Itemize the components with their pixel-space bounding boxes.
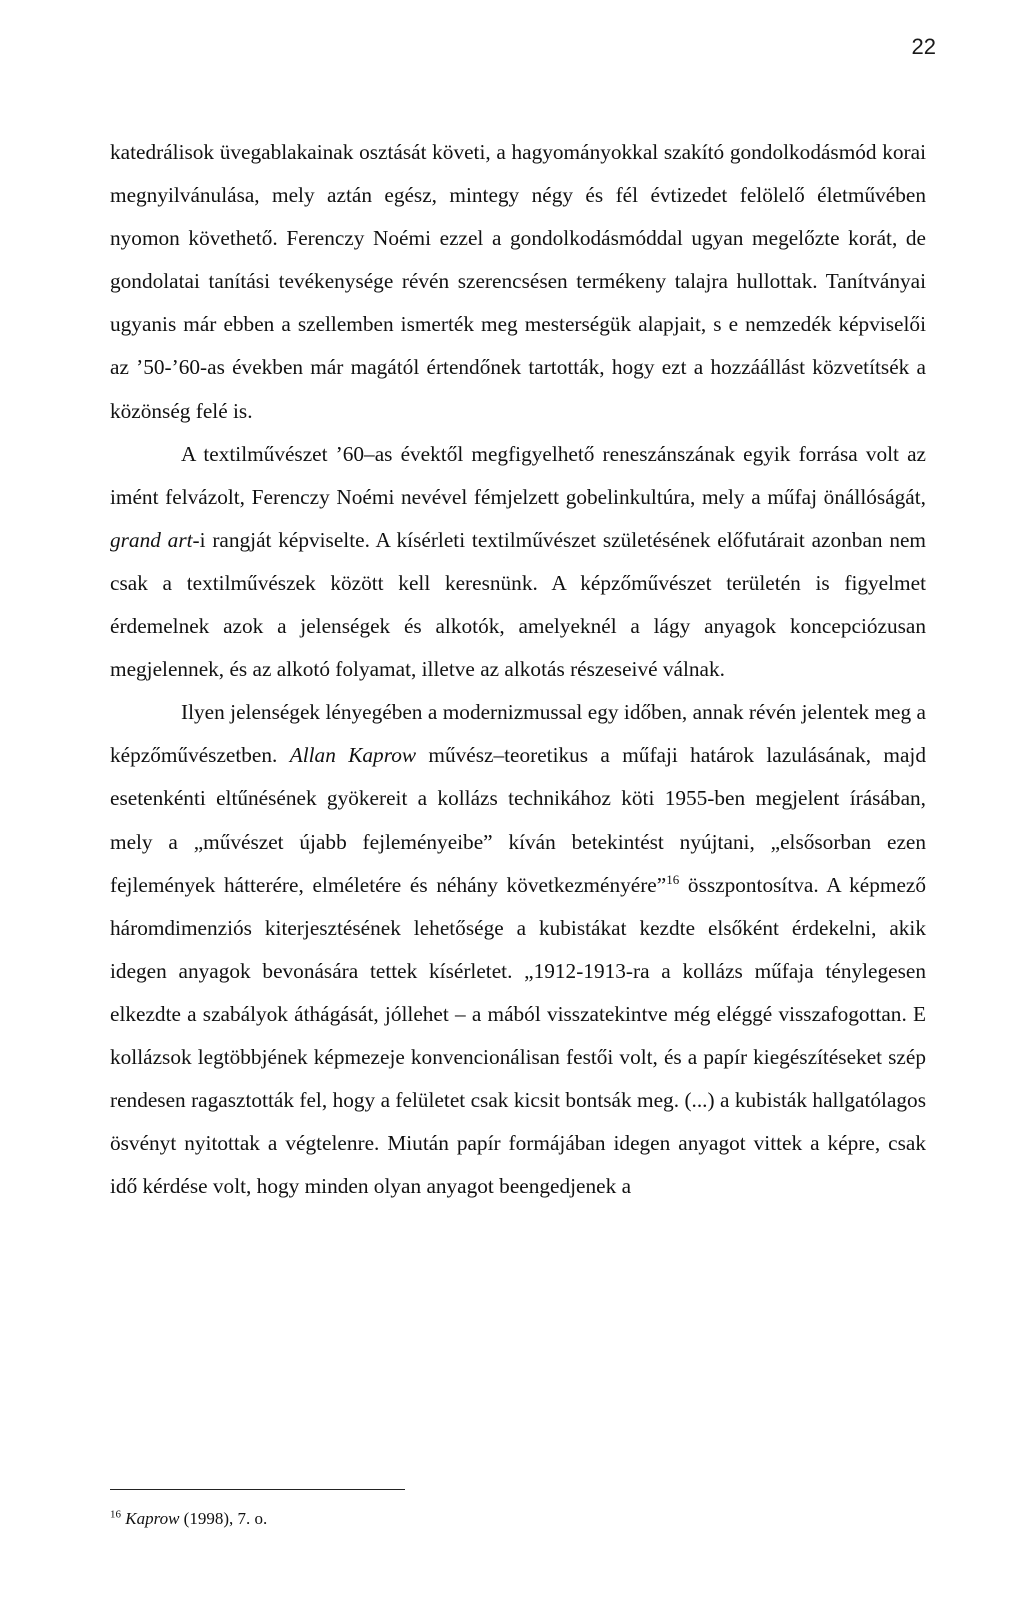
footnote-text: (1998), 7. o.: [179, 1509, 268, 1528]
paragraph-3-italic-name: Allan Kaprow: [289, 743, 417, 768]
paragraph-2: [110, 433, 926, 692]
paragraph-3-text-a: Ilyen jelenségek lényegében a modernizmussal egy időben, annak révén jelentek meg a képzőművészetben.: [110, 700, 926, 768]
footnote-number: 16: [110, 1508, 121, 1521]
body-text: [110, 131, 926, 1208]
paragraph-3-text-b: művész–teoretikus a műfaji határok lazulásának, majd esetenkénti eltűnésének gyökereit a kollázs technikához köti 1955-ben megjelent írásában, mely a „művészet újabb fejleményeibe” kíván betekintést nyújtani, „elsősorban ezen fejlemények hátterére, elméletére és néhány következményére”: [110, 743, 926, 897]
page-number: 22: [911, 34, 936, 59]
paragraph-2-text-a: A textilművészet ’60–as évektől megfigyelhető reneszánszának egyik forrása volt az imént felvázolt, Ferenczy Noémi nevével fémjelzett gobelinkultúra, mely a műfaj önállóságát,: [110, 441, 926, 509]
paragraph-2-italic-term: grand art: [110, 527, 193, 552]
footnote-divider: [110, 1489, 405, 1490]
paragraph-1: katedrálisok üvegablakainak osztását követi, a hagyományokkal szakító gondolkodásmód korai megnyilvánulása, mely aztán egész, mintegy négy és fél évtizedet felölelő életművében nyomon követhető. Ferenczy Noémi ezzel a gondolkodásmóddal ugyan megelőzte korát, de gondolatai tanítási tevékenysége révén szerencsésen termékeny talajra hullottak. Tanítványai ugyanis már ebben a szellemben ismerték meg mesterségük alapjait, s e nemzedék képviselői az ’50-’60-as években már magától értendőnek tartották, hogy ezt a hozzáállást közvetítsék a közönség felé is.: [110, 140, 926, 423]
footnote-author: Kaprow: [125, 1509, 180, 1528]
footnote: [110, 1508, 267, 1530]
paragraph-3-text-c: összpontosítva. A képmező háromdimenziós kiterjesztésének lehetősége a kubistákat kezdte elsőként érdekelni, akik idegen anyagok bevonására tettek kísérletet. „1912-1913-ra a kollázs műfaja ténylegesen elkezdte a szabályok áthágását, jóllehet – a mából visszatekintve még eléggé visszafogottan. E kollázsok legtöbbjének képmezeje konvencionálisan festői volt, és a papír kiegészítéseket szép rendesen ragasztották fel, hogy a felületet csak kicsit bontsák meg. (...) a kubisták hallgatólagos ösvényt nyitottak a végtelenre. Miután papír formájában idegen anyagot vittek a képre, csak idő kérdése volt, hogy minden olyan anyagot beengedjenek a: [110, 872, 926, 1199]
paragraph-3: [110, 691, 926, 1208]
paragraph-2-text-b: -i rangját képviselte. A kísérleti textilművészet születésének előfutárait azonban nem csak a textilművészek között kell keresnünk. A képzőművészet területén is figyelmet érdemelnek azok a jelenségek és alkotók, amelyeknél a lágy anyagok koncepciózusan megjelennek, és az alkotó folyamat, illetve az alkotás részeseivé válnak.: [110, 527, 926, 682]
footnote-reference[interactable]: 16: [666, 871, 680, 887]
